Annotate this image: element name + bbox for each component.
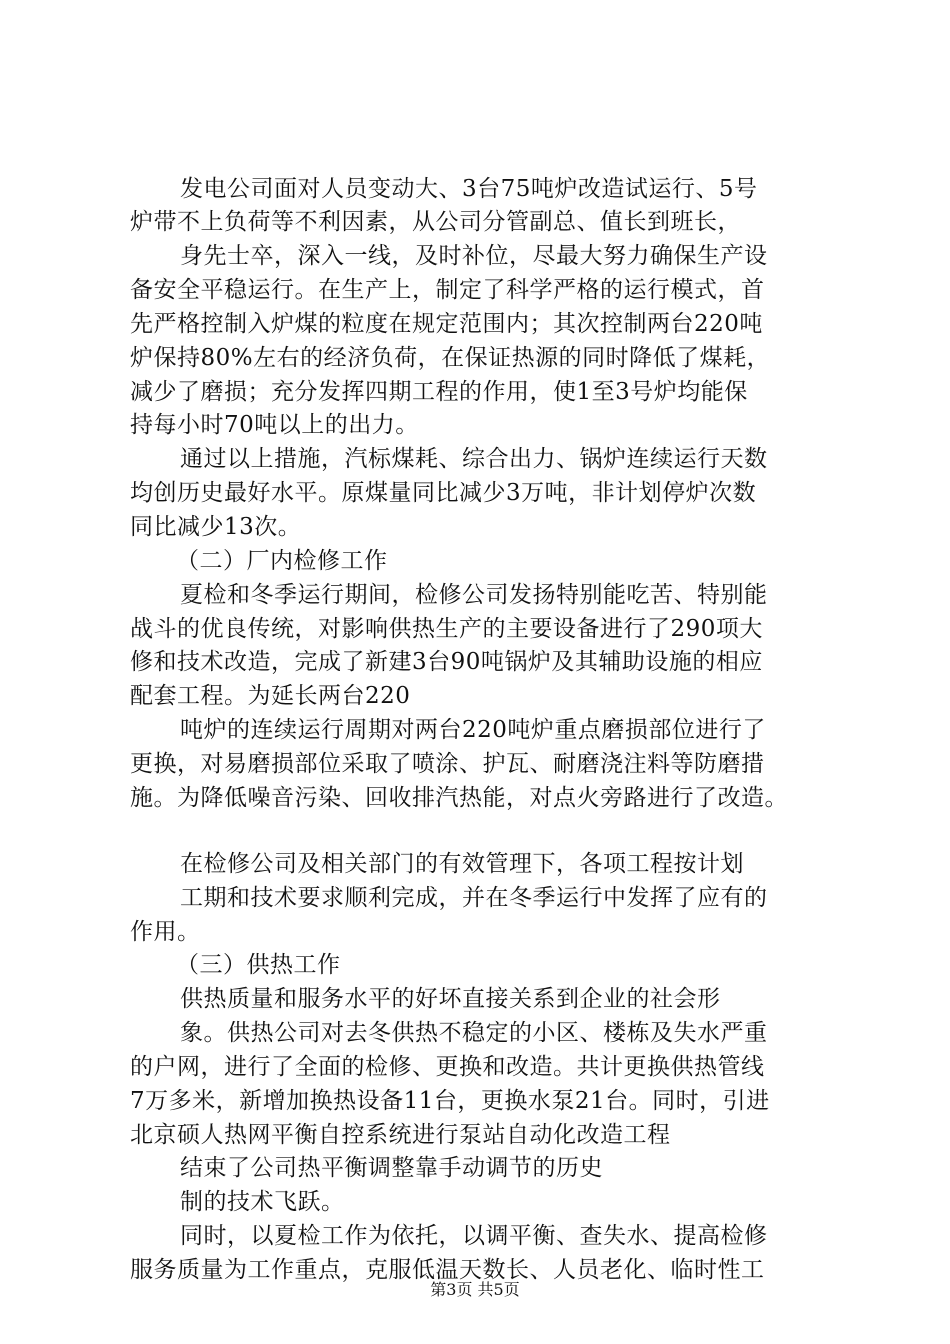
- text-line: 夏检和冬季运行期间，检修公司发扬特别能吃苦、特别能: [180, 582, 768, 608]
- text-line: 通过以上措施，汽标煤耗、综合出力、锅炉连续运行天数: [180, 446, 768, 472]
- text-line: 减少了磨损；充分发挥四期工程的作用，使1至3号炉均能保: [130, 379, 748, 405]
- section-heading: （三）供热工作: [176, 952, 341, 978]
- text-line: 配套工程。为延长两台220: [130, 683, 411, 709]
- text-line: 备安全平稳运行。在生产上，制定了科学严格的运行模式，首: [130, 277, 765, 303]
- text-line: 结束了公司热平衡调整靠手动调节的历史: [180, 1155, 603, 1181]
- page-number-footer: 第3页 共5页: [430, 1280, 520, 1299]
- text-line: 施。为降低噪音污染、回收排汽热能，对点火旁路进行了改造。: [130, 785, 788, 811]
- text-line: 吨炉的连续运行周期对两台220吨炉重点磨损部位进行了: [180, 717, 766, 743]
- text-line: 象。供热公司对去冬供热不稳定的小区、楼栋及失水严重: [180, 1020, 768, 1046]
- text-line: 炉保持80%左右的经济负荷，在保证热源的同时降低了煤耗，: [130, 345, 771, 371]
- text-line: 战斗的优良传统，对影响供热生产的主要设备进行了290项大: [130, 616, 763, 642]
- text-line: 制的技术飞跃。: [180, 1189, 345, 1215]
- text-line: 身先士卒，深入一线，及时补位，尽最大努力确保生产设: [180, 243, 768, 269]
- text-line: 的户网，进行了全面的检修、更换和改造。共计更换供热管线: [130, 1054, 765, 1080]
- text-line: 服务质量为工作重点，克服低温天数长、人员老化、临时性工: [130, 1257, 765, 1283]
- text-line: 持每小时70吨以上的出力。: [130, 412, 419, 438]
- section-heading: （二）厂内检修工作: [176, 548, 388, 574]
- text-line: 炉带不上负荷等不利因素，从公司分管副总、值长到班长，: [130, 209, 741, 235]
- text-line: 同时，以夏检工作为依托，以调平衡、查失水、提高检修: [180, 1223, 768, 1249]
- text-line: 更换，对易磨损部位采取了喷涂、护瓦、耐磨浇注料等防磨措: [130, 751, 765, 777]
- text-line: 发电公司面对人员变动大、3台75吨炉改造试运行、5号: [180, 176, 758, 202]
- text-line: 工期和技术要求顺利完成，并在冬季运行中发挥了应有的: [180, 885, 768, 911]
- text-line: 在检修公司及相关部门的有效管理下，各项工程按计划: [180, 851, 744, 877]
- text-line: 修和技术改造，完成了新建3台90吨锅炉及其辅助设施的相应: [130, 649, 763, 675]
- text-line: 北京硕人热网平衡自控系统进行泵站自动化改造工程: [130, 1122, 671, 1148]
- text-line: 供热质量和服务水平的好坏直接关系到企业的社会形: [180, 986, 721, 1012]
- text-line: 先严格控制入炉煤的粒度在规定范围内；其次控制两台220吨: [130, 311, 763, 337]
- text-line: 作用。: [130, 919, 201, 945]
- text-line: 7万多米，新增加换热设备11台，更换水泵21台。同时，引进: [130, 1088, 770, 1114]
- text-line: 均创历史最好水平。原煤量同比减少3万吨，非计划停炉次数: [130, 480, 757, 506]
- text-line: 同比减少13次。: [130, 514, 302, 540]
